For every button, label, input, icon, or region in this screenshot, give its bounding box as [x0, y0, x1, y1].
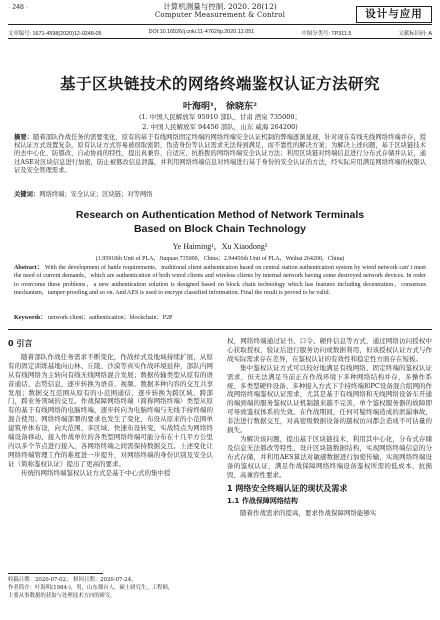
abstract-cn-label: 摘要：: [14, 134, 34, 141]
meta-rule: [8, 38, 432, 39]
body-left-column: [8, 340, 213, 478]
title-en: [0, 208, 440, 236]
section-heading-1: 1 网络安全终端认证的现状及需求: [227, 483, 348, 493]
keywords-en-label: Keywords：: [14, 315, 47, 321]
abstract-en-label: Abstract：: [14, 265, 44, 271]
abstract-en: [14, 264, 426, 298]
abstract-cn: [14, 134, 426, 175]
footnote: [8, 576, 213, 601]
keywords-cn-text: 网络终端；安全认证；区块链；对等网络: [39, 191, 153, 198]
authors-en: Ye Haiming¹，Xu Xiaodong²: [172, 242, 268, 251]
body-right-column: [227, 337, 432, 518]
keywords-en: [14, 312, 426, 321]
keywords-cn-label: 关键词：: [14, 191, 40, 198]
abstract-cn-text: 随着部队作战任务的需要变化，原有的基于有线网络固定终端的网络终端安全认证机制的弊端逐渐显现，针对现在有线无线网络终端并存，授权认证方式设置复杂，原有认证方式容易被窃取密钥、伪造身份等认证需求无法得到满足，而不靠性的解决方案；为解决上述问题，基于区块链技术的去中心化、防篡改、自动协商的特性，提出真兼容、自适应、抗推拨的网络终端安全认证方法；利用区块链对终端信息进行分布式存储并认证，通过ASE对区块信息进行加密，防止被篡改信息泄露，并利用网络终端信息对终端进行基于身份的安全认证的方法，经实际应用满足网络终端的权限认证及安全管理需求。: [14, 134, 427, 174]
title-en-line-1: Research on Authentication Method of Network Terminals: [75, 209, 365, 221]
title-en-line-2: Based on Block Chain Technology: [134, 223, 306, 235]
body-paragraph: 传统的网络终端鉴权认证方式是基于中心式的集中授: [21, 468, 171, 477]
footnote-rule: [8, 573, 103, 574]
affiliation-en: (1.95910th Unit of PLA，Jiuquan 735000，China；2.94456th Unit of PLA，Weihai 264200，China): [95, 256, 345, 262]
authors-cn: 叶海明¹， 徐晓东²: [182, 102, 258, 112]
body-paragraph: 为解决该问题，提出基于区块链技术，利用其中心化，分布式存储及信息无法篡改等特性，设计区块链数据结构，实现网络终端信息的分布式存储，并利用AES算法对敏感数据进行加密传输，实现网络终端设备的鉴权认证，满足作战保障网络终端设备鉴权所需的低成本、抗损毁、高兼容性要求。: [227, 434, 432, 479]
body-paragraph: 权，网络终端通过证书、口令、硬件信息等方式，通过网络访问授权中心获取授权，验证后进行服务访问或数据利用，但该授权认证方式与作战实际需求存在差异，在鉴权认证的有效性和稳定性方面存在短板。: [227, 337, 432, 363]
document-code: 文献标识码: A: [398, 31, 432, 37]
subsection-heading-1-1: 1.1 作战保障网络结构: [227, 497, 298, 506]
affiliations-cn: [0, 113, 440, 132]
section-heading-introduction: 0 引言: [8, 339, 33, 348]
keywords-cn: [14, 191, 426, 199]
page-number: · 248 ·: [8, 4, 29, 11]
abstract-rule: [8, 329, 432, 330]
footnote-bio-line-1: 作者简介：叶海明(1984-)，男，山东烟台人，硕士研究生，工程师，: [8, 585, 174, 592]
journal-name-cn: 计算机测量与控制. 2020. 28(12): [163, 2, 277, 11]
affiliation-cn-2: 2. 中国人民解放军 94456 部队，山东 威海 264200): [142, 122, 298, 131]
header-rule: [8, 24, 432, 25]
column-tag: 设计与应用: [356, 6, 432, 23]
article-meta: [8, 29, 432, 37]
footnote-received: 收稿日期：2020-07-02； 修回日期：2020-07-24。: [8, 577, 137, 583]
affiliation-cn-1: (1. 中国人民解放军 95910 部队，甘肃 酒泉 735000；: [138, 113, 302, 121]
journal-name-en: Computer Measurement & Control: [154, 11, 286, 19]
abstract-en-text: With the development of battle requirements，traditional client authentication based on central station authentication system by wired network can' t meet the need of current demands，which are authentication of both wired clients and wireless clients by internal network having some destroyed network devices. In order to overcome these problems，a new authentication solution is designed based on block chain technology which has features including decentration，consensus mechanism，tamper-proofing and so on. And AES is used to encrypt classified information. Final the result is proved to be valid.: [14, 265, 426, 297]
doi: DOI:10.16526/j.cnki.11-4762/tp.2020.12.051: [148, 29, 255, 35]
clc-number: 中图分类号: TP311.5: [301, 31, 352, 37]
footnote-bio-line-2: 主要从事数据的获取与处理技术方向的研究。: [8, 593, 116, 600]
body-paragraph: 集中鉴权认证方式可以较好地满足有线网络、固定终端的鉴权认证需求，但无法满足当前正在作战环境下多种网络结构并存，多操作系统、多类型硬件设备、多种接入方式下手持终端和PC设备混合组网的作战网络终端鉴权认证需求，尤其是基于有线网络和无线网络设备车开通的端到端的服务鉴权认证机制越来越不完善，单个鉴权服务器的故障即可导致鉴权体系的失效。在作战期间，任何可疑终端造成的泄漏事故，非法进行数据交互，对高密级数据设备的越权访问都会造成不可估量的损失。: [227, 363, 432, 435]
keywords-en-text: network client；authentication；blockchain；P2P: [48, 315, 173, 321]
title-cn: 基于区块链技术的网络终端鉴权认证方法研究: [59, 75, 380, 93]
body-paragraph: 随着作战需求的提高，要求作战保障网络能够实: [240, 509, 377, 518]
article-number: 文章编号: 1671-4598(2020)12-0248-05: [8, 31, 102, 37]
body-paragraph: 随着部队作战任务需求不断变化，作战样式及地域持续扩展，从原有的固定训练基地向山林、丘陵、沙漠等真实作战环境延伸，部队内网从有线网络为主转向有线无线网络混合发展；数据传输类型从原有的语音通话、态势信息，逐步转换为语音、视频、数据多种内容的交互共享发展；数据交互范围从原有的小范围通信，逐步转换为跨区域、跨部门，跨业务领域的交互。作战保障网络终端（简称网络终端）类型从原有的基于有线网络的电脑终端，逐步转向为电脑终端与无线手持终端的混合使用；网络终端部署的要求也发生了变化，布设从原来的小范围单建筑单体布设，向大范围、多区域、快速布设转变，实战特点为网络终端设备移动、接入作战单位的各类型网络终端可能分布在十几平方公里内以多个节点进行接入，各网络终端之间需保持数据交互。上述变化让网络终端管理工作的难度进一步提升，对网络终端的身份识别及安全认证（简称鉴权认证）提出了更高的要求。: [8, 352, 213, 468]
